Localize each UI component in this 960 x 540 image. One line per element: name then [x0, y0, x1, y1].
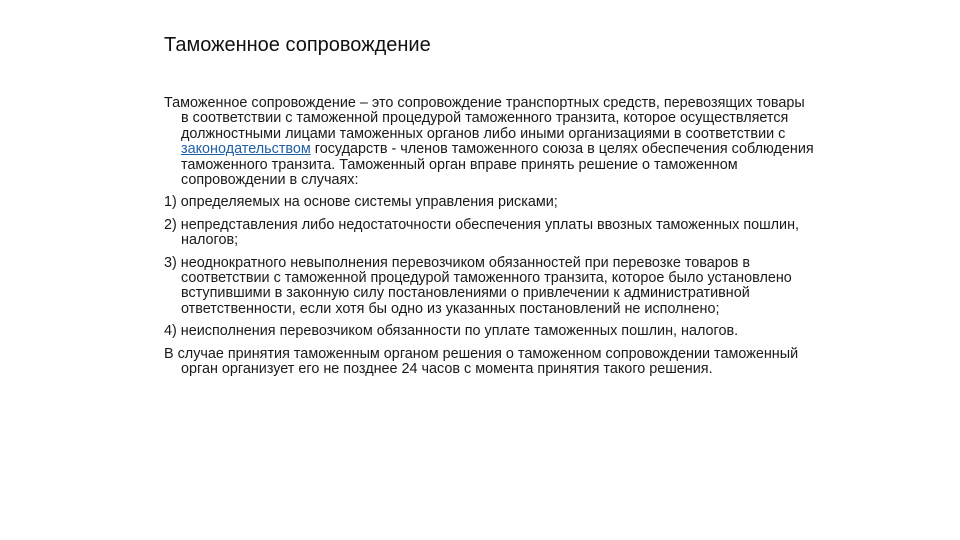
list-item-3: 3) неоднократного невыполнения перевозчиком обязанностей при перевозке товаров в соответствии с таможенной процедурой таможенного транзита, которое было установлено вступившими в законную силу постановлениями о привлечении к административной ответственности, если хотя бы одно из указанных постановлений не исполнено;	[164, 254, 792, 317]
intro-text-after-link: государств - членов таможенного союза в целях обеспечения соблюдения таможенного транзита. Таможенный орган вправе принять решение о таможенном сопровождении в случаях:	[181, 141, 814, 189]
intro-text-before-link: Таможенное сопровождение – это сопровождение транспортных средств, перевозящих товары в соответствии с таможенной процедурой таможенного транзита, которое осуществляется должностными лицами таможенных органов либо иными организациями в соответствии с	[164, 95, 805, 142]
list-item-1: 1) определяемых на основе системы управления рисками;	[164, 194, 558, 211]
list-item-2: 2) непредставления либо недостаточности обеспечения уплаты ввозных таможенных пошлин, налогов;	[164, 216, 800, 249]
slide-title: Таможенное сопровождение	[164, 34, 431, 56]
slide-body	[164, 96, 814, 385]
list-item-4: 4) неисполнения перевозчиком обязанности по уплате таможенных пошлин, налогов.	[164, 323, 739, 340]
closing-paragraph: В случае принятия таможенным органом решения о таможенном сопровождении таможенный орган организует его не позднее 24 часов с момента принятия такого решения.	[164, 345, 799, 378]
legislation-link[interactable]: законодательством	[181, 141, 311, 158]
intro-paragraph	[164, 96, 814, 188]
